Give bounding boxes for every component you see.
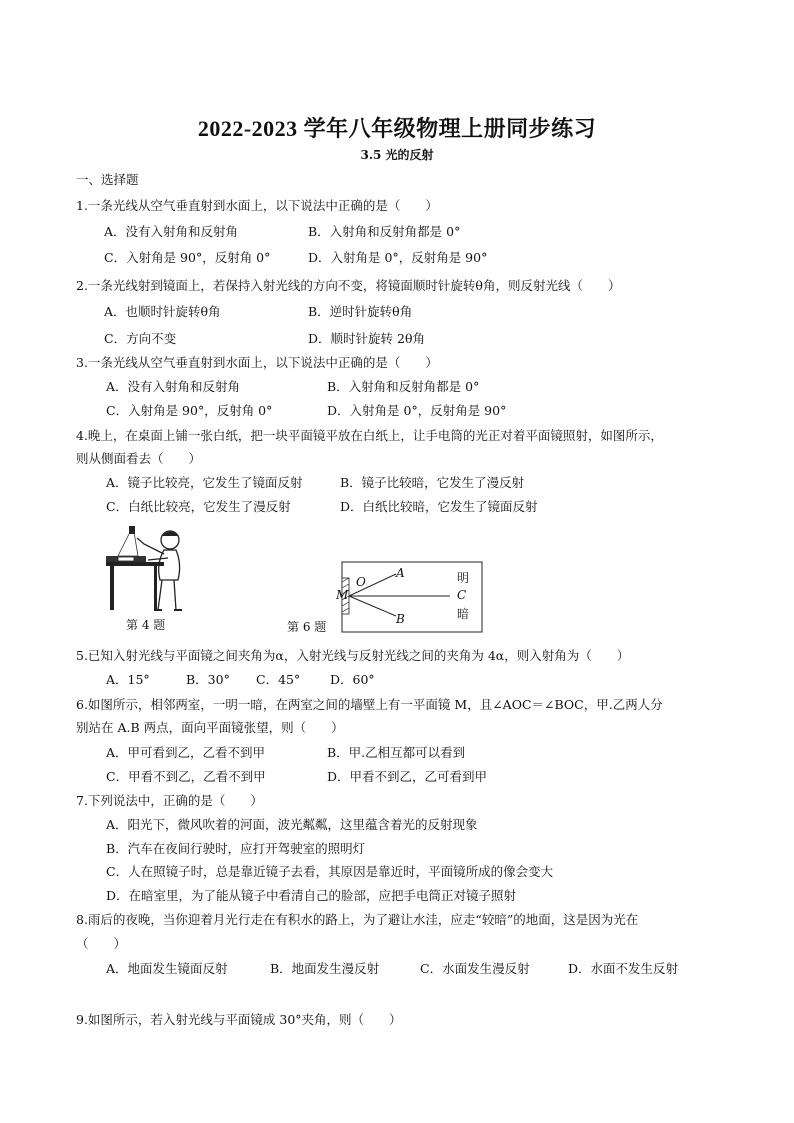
question-8-option-a: A．地面发生镜面反射 xyxy=(106,961,228,976)
question-7-option-b: B．汽车在夜间行驶时，应打开驾驶室的照明灯 xyxy=(106,841,366,856)
figure-6-label-a: A xyxy=(396,566,405,580)
question-5-option-c: C．45° xyxy=(256,672,301,687)
question-5-option-a: A．15° xyxy=(106,672,150,687)
question-3-option-d: D．入射角是 0°，反射角是 90° xyxy=(327,403,507,418)
question-3-option-b: B．入射角和反射角都是 0° xyxy=(327,379,480,394)
question-7-option-a: A．阳光下，微风吹着的河面，波光粼粼，这里蕴含着光的反射现象 xyxy=(106,817,478,832)
question-7-option-c: C．人在照镜子时，总是靠近镜子去看，其原因是靠近时，平面镜所成的像会变大 xyxy=(106,864,554,879)
question-8-option-b: B．地面发生漫反射 xyxy=(270,961,380,976)
question-2-option-b: B．逆时针旋转θ角 xyxy=(308,304,413,319)
question-6-option-c: C．甲看不到乙，乙看不到甲 xyxy=(106,769,266,784)
question-6-option-a: A．甲可看到乙，乙看不到甲 xyxy=(106,745,266,760)
question-6-option-b: B．甲.乙相互都可以看到 xyxy=(327,745,466,760)
page-title: 2022-2023 学年八年级物理上册同步练习 xyxy=(197,116,597,141)
figure-6-label-dark: 暗 xyxy=(457,607,470,621)
question-1-option-b: B．入射角和反射角都是 0° xyxy=(308,224,461,239)
question-8-stem-line-2: （ ） xyxy=(76,936,127,951)
question-4-stem-line-1: 4.晚上，在桌面上铺一张白纸，把一块平面镜平放在白纸上，让手电筒的光正对着平面镜照射，如图所示， xyxy=(76,428,663,443)
question-1-stem: 1.一条光线从空气垂直射到水面上，以下说法中正确的是（ ） xyxy=(76,198,438,213)
figure-6-label-b: B xyxy=(396,612,405,626)
question-7-option-d: D．在暗室里，为了能从镜子中看清自己的脸部，应把手电筒正对镜子照射 xyxy=(106,888,517,903)
question-6-stem-line-2: 别站在 A.B 两点，面向平面镜张望，则（ ） xyxy=(76,720,344,735)
question-8-option-c: C．水面发生漫反射 xyxy=(420,961,530,976)
question-7-stem: 7.下列说法中，正确的是（ ） xyxy=(76,793,263,808)
question-2-option-c: C．方向不变 xyxy=(104,331,177,346)
question-4-option-d: D．白纸比较暗，它发生了镜面反射 xyxy=(340,499,538,514)
question-9-stem: 9.如图所示，若入射光线与平面镜成 30°夹角，则（ ） xyxy=(76,1012,402,1027)
question-3-option-a: A．没有入射角和反射角 xyxy=(106,379,241,394)
figure-6-label-bright: 明 xyxy=(457,571,470,585)
figure-4-flashlight-illustration xyxy=(104,524,196,616)
question-4-option-a: A．镜子比较亮，它发生了镜面反射 xyxy=(106,475,303,490)
section-heading: 一、选择题 xyxy=(76,172,139,187)
figure-6-label-c: C xyxy=(457,588,467,602)
question-6-option-d: D．甲看不到乙，乙可看到甲 xyxy=(327,769,488,784)
figure-6-label-m: M xyxy=(336,588,349,602)
question-3-stem: 3.一条光线从空气垂直射到水面上，以下说法中正确的是（ ） xyxy=(76,355,438,370)
question-4-option-c: C．白纸比较亮，它发生了漫反射 xyxy=(106,499,291,514)
question-1-option-a: A．没有入射角和反射角 xyxy=(104,224,239,239)
question-2-option-a: A．也顺时针旋转θ角 xyxy=(104,304,221,319)
question-5-option-b: B．30° xyxy=(186,672,230,687)
question-5-stem: 5.已知入射光线与平面镜之间夹角为α，入射光线与反射光线之间的夹角为 4α，则入射角为（ ） xyxy=(76,648,630,663)
question-5-option-d: D．60° xyxy=(330,672,375,687)
question-2-option-d: D．顺时针旋转 2θ角 xyxy=(308,331,425,346)
question-4-option-b: B．镜子比较暗，它发生了漫反射 xyxy=(340,475,525,490)
question-1-option-d: D．入射角是 0°，反射角是 90° xyxy=(308,250,488,265)
figure-6-caption: 第 6 题 xyxy=(287,620,327,634)
question-3-option-c: C．入射角是 90°，反射角 0° xyxy=(106,403,273,418)
figure-6-label-o: O xyxy=(356,575,366,589)
question-6-stem-line-1: 6.如图所示，相邻两室，一明一暗，在两室之间的墙壁上有一平面镜 M，且∠AOC＝∠BOC，甲.乙两人分 xyxy=(76,697,663,712)
question-4-stem-line-2: 则从侧面看去（ ） xyxy=(76,451,202,466)
question-8-stem-line-1: 8.雨后的夜晚，当你迎着月光行走在有积水的路上，为了避让水洼，应走“较暗”的地面，这是因为光在 xyxy=(76,912,639,927)
page-subtitle: 3.5 光的反射 xyxy=(360,148,434,162)
question-2-stem: 2.一条光线射到镜面上，若保持入射光线的方向不变，将镜面顺时针旋转θ角，则反射光线（ ） xyxy=(76,278,621,293)
question-1-option-c: C．入射角是 90°，反射角 0° xyxy=(104,250,271,265)
figure-4-caption: 第 4 题 xyxy=(126,618,166,632)
question-8-option-d: D．水面不发生反射 xyxy=(568,961,679,976)
